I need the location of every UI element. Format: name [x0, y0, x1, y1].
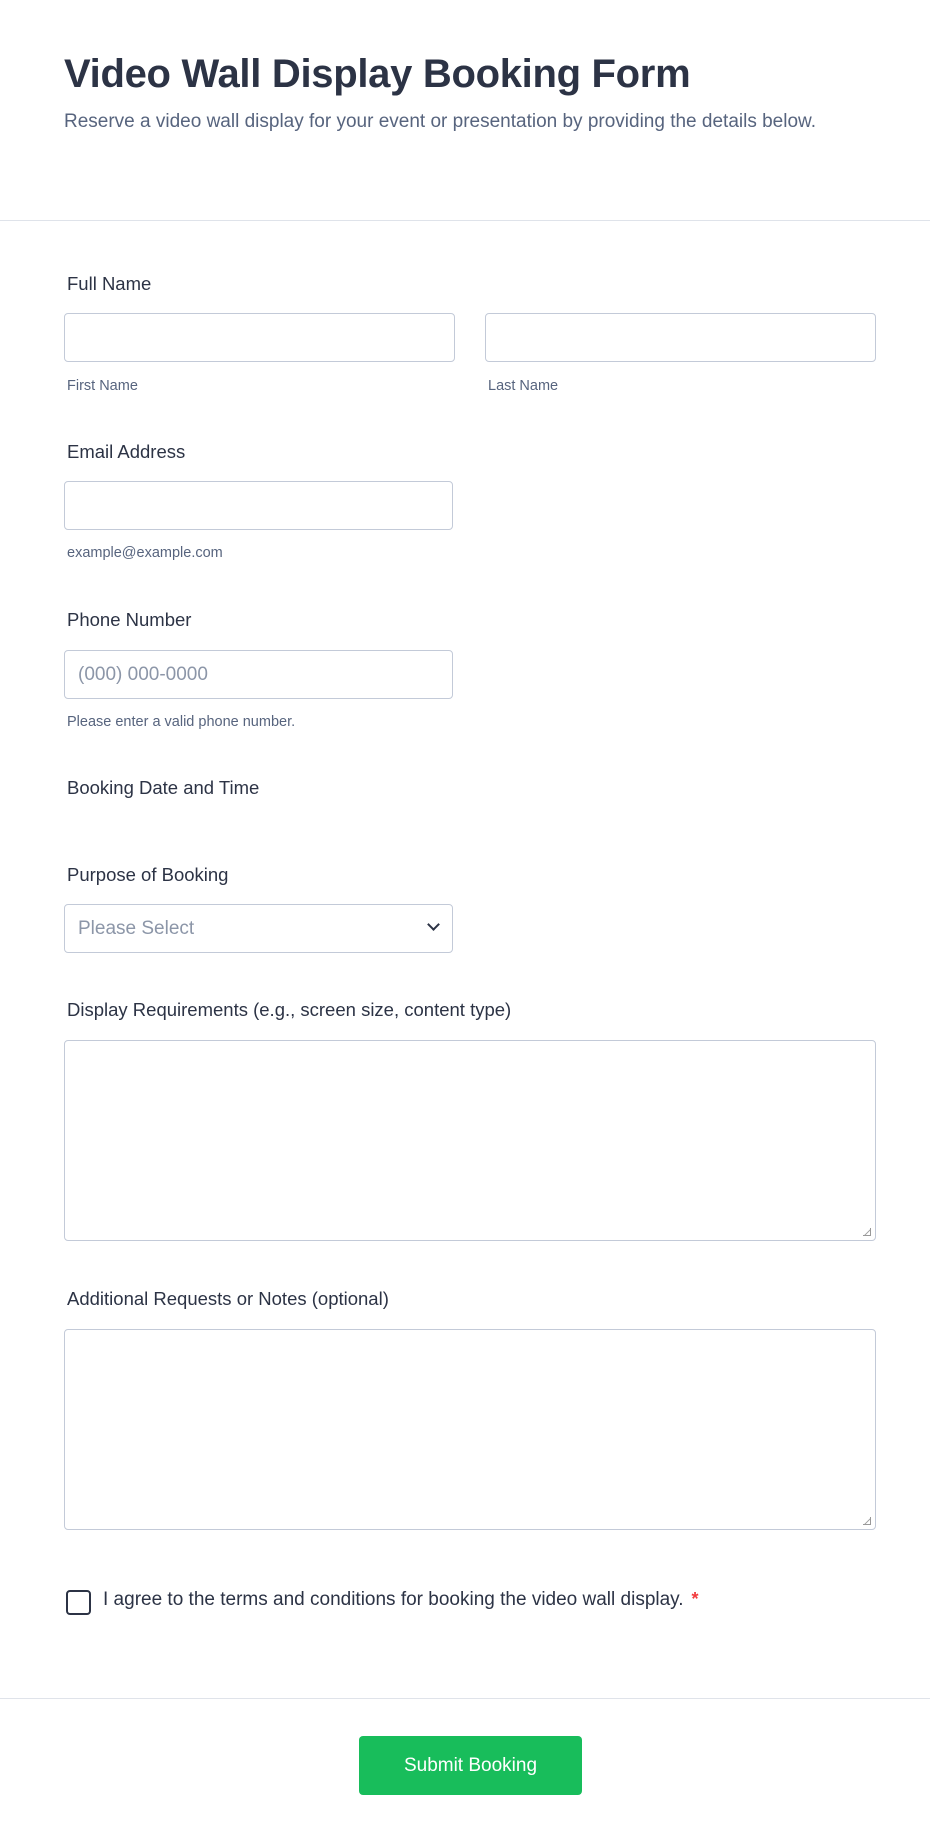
first-name-input[interactable]	[64, 313, 455, 362]
phone-label: Phone Number	[67, 609, 192, 630]
required-asterisk: *	[691, 1589, 699, 1609]
full-name-label: Full Name	[67, 273, 152, 294]
chevron-down-icon	[427, 918, 440, 931]
form-title: Video Wall Display Booking Form	[64, 52, 691, 96]
phone-input[interactable]: (000) 000-0000	[64, 650, 453, 699]
submit-booking-button[interactable]: Submit Booking	[359, 1736, 582, 1795]
email-sublabel: example@example.com	[67, 545, 223, 561]
purpose-label: Purpose of Booking	[67, 864, 229, 885]
first-name-sublabel: First Name	[67, 378, 138, 394]
terms-checkbox[interactable]	[66, 1590, 91, 1615]
booking-datetime-label: Booking Date and Time	[67, 777, 260, 798]
form-subtitle: Reserve a video wall display for your event or presentation by providing the details below.	[64, 111, 816, 132]
footer-divider	[0, 1698, 930, 1699]
additional-notes-textarea[interactable]	[64, 1329, 876, 1530]
header-divider	[0, 220, 930, 221]
last-name-sublabel: Last Name	[488, 378, 559, 394]
purpose-selected-value: Please Select	[78, 918, 195, 939]
phone-sublabel: Please enter a valid phone number.	[67, 714, 296, 730]
terms-text: I agree to the terms and conditions for booking the video wall display.	[103, 1589, 684, 1610]
additional-notes-label: Additional Requests or Notes (optional)	[67, 1288, 389, 1309]
purpose-select[interactable]	[64, 904, 453, 953]
email-label: Email Address	[67, 441, 186, 462]
resize-handle-icon[interactable]	[863, 1517, 871, 1525]
last-name-input[interactable]	[485, 313, 876, 362]
resize-handle-icon[interactable]	[863, 1228, 871, 1236]
terms-label[interactable]	[103, 1589, 699, 1611]
email-input[interactable]	[64, 481, 453, 530]
display-requirements-label: Display Requirements (e.g., screen size, content type)	[67, 999, 512, 1020]
display-requirements-textarea[interactable]	[64, 1040, 876, 1241]
